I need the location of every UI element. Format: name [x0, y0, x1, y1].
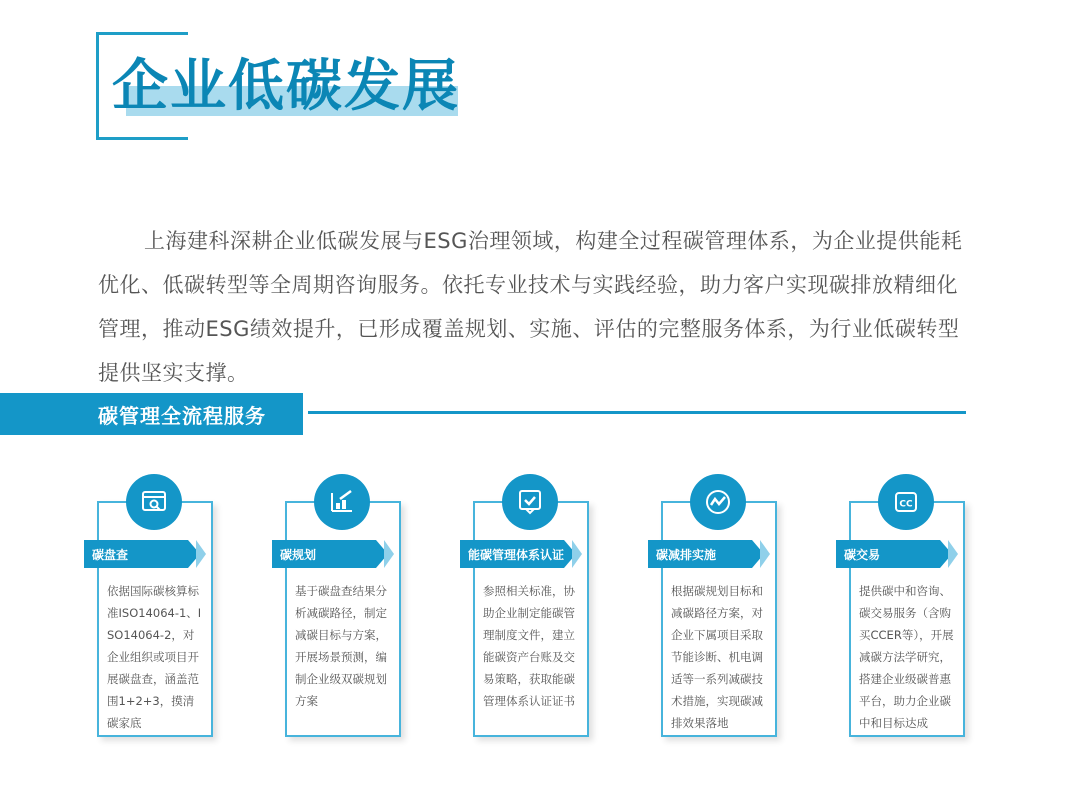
label-arrow-shadow-decoration	[572, 540, 582, 568]
page-title-block	[96, 32, 496, 147]
card-label-carbon-trading	[836, 540, 958, 568]
card-label-emission-reduction	[648, 540, 770, 568]
card-description: 基于碳盘查结果分析减碳路径，制定减碳目标与方案，开展场景预测，编制企业级双碳规划方案	[295, 584, 387, 708]
intro-paragraph: 上海建科深耕企业低碳发展与ESG治理领域，构建全过程碳管理体系，为企业提供能耗优化、低碳转型等全周期咨询服务。依托专业技术与实践经验，助力客户实现碳排放精细化管理，推动ESG绩效提升，已形成覆盖规划、实施、评估的完整服务体系，为行业低碳转型提供坚实支撑。	[98, 229, 963, 385]
carbon-inventory-icon	[126, 474, 182, 530]
carbon-trading-icon	[878, 474, 934, 530]
emission-reduction-icon	[690, 474, 746, 530]
card-description: 根据碳规划目标和减碳路径方案，对企业下属项目采取节能诊断、机电调适等一系列减碳技术措施，实现碳减排效果落地	[671, 584, 763, 730]
section-divider-line	[308, 411, 966, 414]
section-header-bar	[0, 393, 303, 435]
label-arrow-shadow-decoration	[384, 540, 394, 568]
label-arrow-shadow-decoration	[196, 540, 206, 568]
label-arrow-shadow-decoration	[760, 540, 770, 568]
card-description: 依据国际碳核算标准ISO14064-1、ISO14064-2，对企业组织或项目开展碳盘查，涵盖范围1+2+3，摸清碳家底	[107, 584, 202, 730]
card-label-text: 碳交易	[836, 540, 940, 568]
svg-text:CC: CC	[899, 499, 913, 510]
card-description: 参照相关标准，协助企业制定能碳管理制度文件，建立能碳资产台账及交易策略，获取能碳管理体系认证证书	[483, 584, 575, 708]
card-label-text: 碳规划	[272, 540, 376, 568]
card-label-text: 能碳管理体系认证	[460, 540, 564, 568]
page-title: 企业低碳发展	[112, 54, 460, 119]
section-title: 碳管理全流程服务	[98, 403, 266, 428]
carbon-planning-icon	[314, 474, 370, 530]
card-label-carbon-inventory	[84, 540, 206, 568]
card-description: 提供碳中和咨询、碳交易服务（含购买CCER等），开展减碳方法学研究，搭建企业级碳普惠平台，助力企业碳中和目标达成	[859, 584, 954, 730]
card-label-text: 碳盘查	[84, 540, 188, 568]
card-label-carbon-planning	[272, 540, 394, 568]
card-label-certification	[460, 540, 582, 568]
card-label-text: 碳减排实施	[648, 540, 752, 568]
certification-icon	[502, 474, 558, 530]
label-arrow-shadow-decoration	[948, 540, 958, 568]
